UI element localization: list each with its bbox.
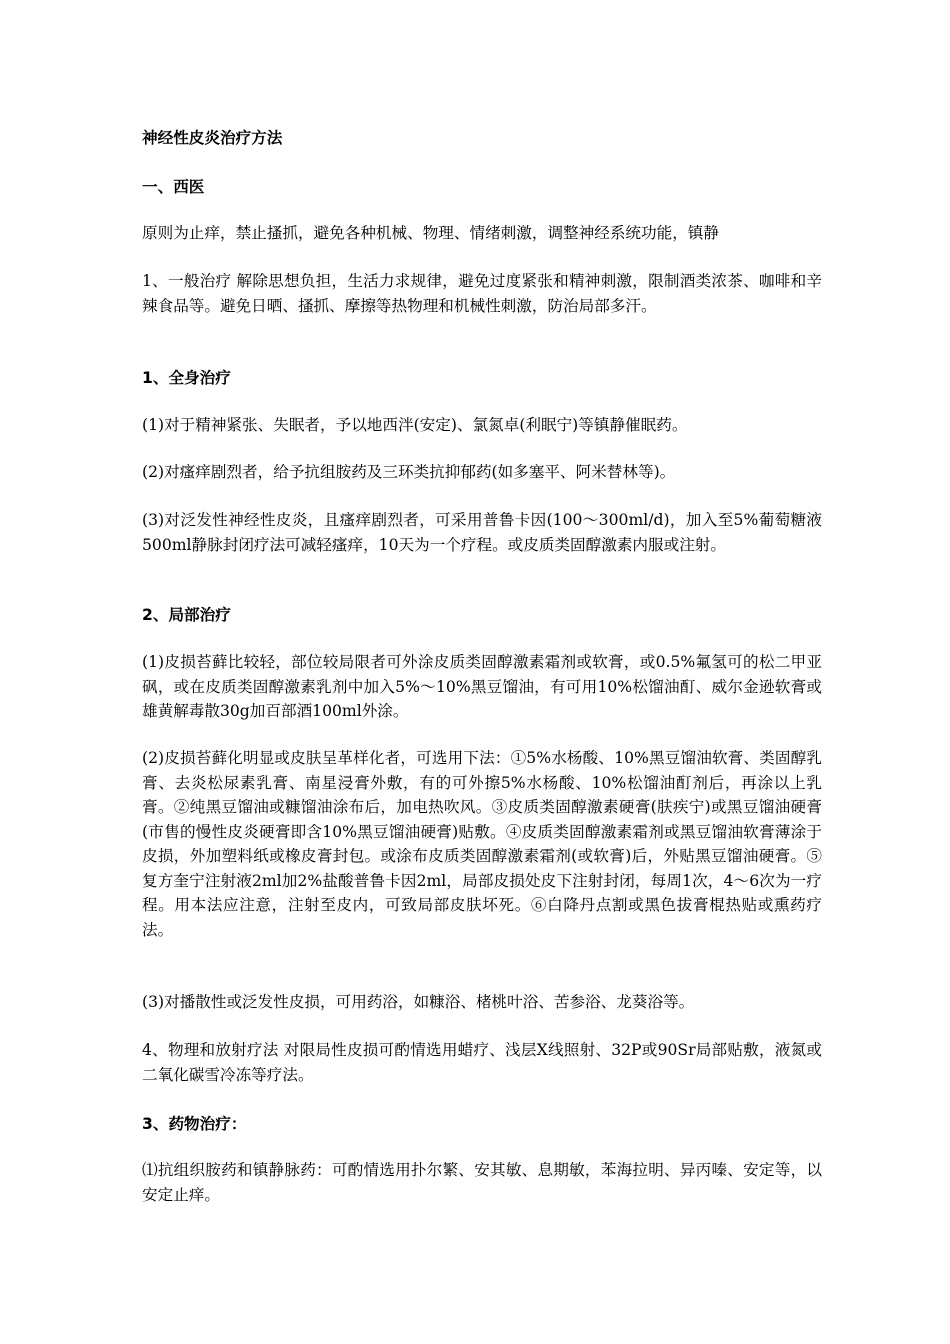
document-title: 神经性皮炎治疗方法 xyxy=(142,129,283,147)
local-treatment-heading: 2、局部治疗 xyxy=(142,606,231,624)
systemic-treatment-heading: 1、全身治疗 xyxy=(142,369,231,387)
section-heading-western: 一、西医 xyxy=(142,178,205,196)
systemic-item-3: (3)对泛发性神经性皮炎，且瘙痒剧烈者，可采用普鲁卡因(100～300ml/d)，加入至5%葡萄糖液500ml静脉封闭疗法可减轻瘙痒，10天为一个疗程。或皮质类固醇激素内服或注射。 xyxy=(142,511,822,554)
systemic-item-2: (2)对瘙痒剧烈者，给予抗组胺药及三环类抗抑郁药(如多塞平、阿米替林等)。 xyxy=(142,463,676,481)
principle-paragraph: 原则为止痒，禁止搔抓，避免各种机械、物理、情绪刺激，调整神经系统功能，镇静 xyxy=(142,224,719,242)
local-item-1: (1)皮损苔藓比较轻，部位较局限者可外涂皮质类固醇激素霜剂或软膏，或0.5%氟氢可的松二甲亚砜，或在皮质类固醇激素乳剂中加入5%～10%黑豆馏油，有可用10%松馏油酊、威尔金逊软膏或雄黄解毒散30g加百部酒100ml外涂。 xyxy=(142,653,822,720)
local-item-2: (2)皮损苔藓化明显或皮肤呈革样化者，可选用下法：①5%水杨酸、10%黑豆馏油软膏、类固醇乳膏、去炎松尿素乳膏、南星浸膏外敷，有的可外擦5%水杨酸、10%松馏油酊剂后，再涂以上乳膏。②纯黑豆馏油或糠馏油涂布后，加电热吹风。③皮质类固醇激素硬膏(肤疾宁)或黑豆馏油硬膏(市售的慢性皮炎硬膏即含10%黑豆馏油硬膏)贴敷。④皮质类固醇激素霜剂或黑豆馏油软膏薄涂于皮损，外加塑料纸或橡皮膏封包。或涂布皮质类固醇激素霜剂(或软膏)后，外贴黑豆馏油硬膏。⑤复方奎宁注射液2ml加2%盐酸普鲁卡因2ml，局部皮损处皮下注射封闭，每周1次，4～6次为一疗程。用本法应注意，注射至皮内，可致局部皮肤坏死。⑥白降丹点割或黑色拔膏棍热贴或熏药疗法。 xyxy=(142,749,822,939)
physical-therapy-paragraph: 4、物理和放射疗法 对限局性皮损可酌情选用蜡疗、浅层X线照射、32P或90Sr局部贴敷，液氮或二氧化碳雪冷冻等疗法。 xyxy=(142,1041,822,1084)
general-treatment-paragraph: 1、一般治疗 解除思想负担，生活力求规律，避免过度紧张和精神刺激，限制酒类浓茶、咖啡和辛辣食品等。避免日晒、搔抓、摩擦等热物理和机械性刺激，防治局部多汗。 xyxy=(142,272,822,315)
local-item-3: (3)对播散性或泛发性皮损，可用药浴，如糠浴、楮桃叶浴、苦参浴、龙葵浴等。 xyxy=(142,993,695,1011)
systemic-item-1: (1)对于精神紧张、失眠者，予以地西泮(安定)、氯氮卓(利眠宁)等镇静催眠药。 xyxy=(142,416,688,434)
drug-item-1: ⑴抗组织胺药和镇静脉药：可酌情选用扑尔繁、安其敏、息期敏，苯海拉明、异丙嗪、安定等，以安定止痒。 xyxy=(142,1161,822,1204)
drug-treatment-heading: 3、药物治疗： xyxy=(142,1115,247,1133)
